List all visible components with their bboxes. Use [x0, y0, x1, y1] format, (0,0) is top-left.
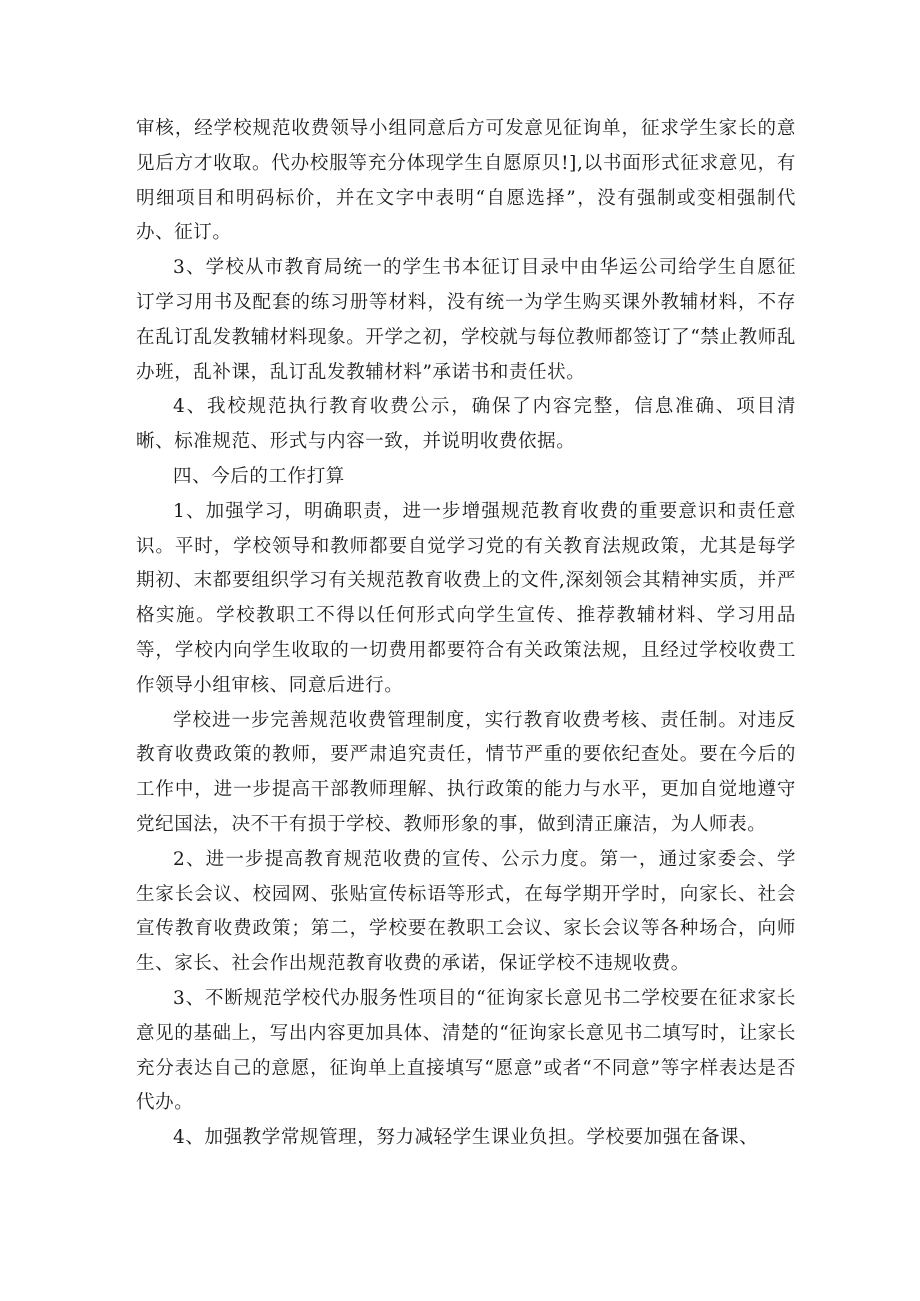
paragraph-item-4: 4、我校规范执行教育收费公示，确保了内容完整，信息准确、项目清晰、标准规范、形式与内容一致，并说明收费依据。 — [136, 396, 796, 453]
paragraph-plan-1-continued: 学校进一步完善规范收费管理制度，实行教育收费考核、责任制。对违反教育收费政策的教师，要严肃追究责任，情节严重的要依纪查处。要在今后的工作中，进一步提高干部教师理解、执行政策的能力与水平，更加自觉地遵守党纪国法，决不干有损于学校、教师形象的事，做到清正廉洁，为人师表。 — [136, 709, 796, 835]
paragraph-item-3: 3、学校从市教育局统一的学生书本征订目录中由华运公司给学生自愿征订学习用书及配套的练习册等材料，没有统一为学生购买课外教辅材料，不存在乱订乱发教辅材料现象。开学之初，学校就与每位教师都签订了“禁止教师乱办班，乱补课，乱订乱发教辅材料”承诺书和责任状。 — [136, 257, 796, 383]
paragraph-plan-3: 3、不断规范学校代办服务性项目的“征询家长意见书二学校要在征求家长意见的基础上，写出内容更加具体、清楚的“征询家长意见书二填写时，让家长充分表达自己的意愿，征询单上直接填写“愿意”或者“不同意”等字样表达是否代办。 — [136, 987, 796, 1114]
paragraph-continued: 审核，经学校规范收费领导小组同意后方可发意见征询单，征求学生家长的意见后方才收取。代办校服等充分体现学生自愿原贝!],以书面形式征求意见，有明细项目和明码标价，并在文字中表明“自愿选择”，没有强制或变相强制代办、征订。 — [136, 118, 796, 244]
paragraph-plan-4: 4、加强教学常规管理，努力减轻学生课业负担。学校要加强在备课、 — [173, 1127, 759, 1149]
paragraph-plan-1: 1、加强学习，明确职责，进一步增强规范教育收费的重要意识和责任意识。平时，学校领导和教师都要自觉学习党的有关教育法规政策，尤其是每学期初、末都要组织学习有关规范教育收费上的文件,深刻领会其精神实质，并严格实施。学校教职工不得以任何形式向学生宣传、推荐教辅材料、学习用品等，学校内向学生收取的一切费用都要符合有关政策法规，且经过学校收费工作领导小组审核、同意后进行。 — [136, 500, 796, 696]
paragraph-plan-2: 2、进一步提高教育规范收费的宣传、公示力度。第一，通过家委会、学生家长会议、校园网、张贴宣传标语等形式，在每学期开学时，向家长、社会宣传教育收费政策；第二，学校要在教职工会议、家长会议等各种场合，向师生、家长、社会作出规范教育收费的承诺，保证学校不违规收费。 — [136, 848, 796, 975]
document-body — [136, 112, 796, 1156]
section-heading: 四、今后的工作打算 — [173, 465, 345, 487]
